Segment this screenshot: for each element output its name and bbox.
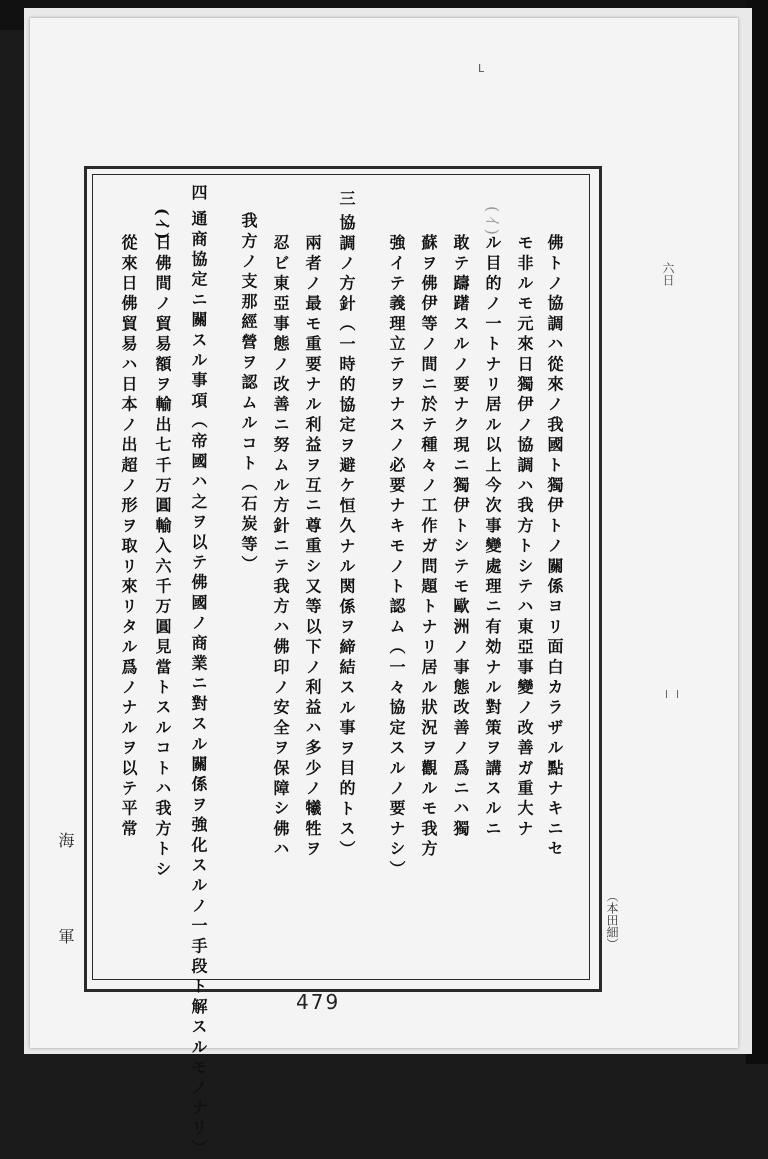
text-column: 強イテ義理立テヲナスノ必要ナキモノト認ム（一々協定スルノ要ナシ）	[387, 234, 406, 881]
top-mark: L	[478, 62, 485, 75]
text-column: 佛トノ協調ハ從來ノ我國ト獨伊トノ關係ヨリ面白カラザル點ナキニセ	[545, 234, 564, 861]
text-column: 我方ノ支那經營ヲ認ムルコト（石炭等）	[239, 212, 258, 576]
text-column: 三	[337, 190, 356, 212]
archive-note: （本田細）	[605, 890, 619, 950]
text-column: 四	[189, 184, 208, 206]
text-column: 忍ビ東亞事態ノ改善ニ努ムル方針ニテ我方ハ佛印ノ安全ヲ保障シ佛ハ	[271, 234, 290, 861]
side-label-top: 海	[56, 832, 75, 848]
margin-tick	[666, 690, 678, 698]
text-column: 兩者ノ最モ重要ナル利益ヲ互ニ尊重シ又等以下ノ利益ハ多少ノ犧牲ヲ	[303, 234, 322, 861]
text-column: (ｲ)	[483, 206, 502, 240]
side-label-bottom: 軍	[56, 928, 75, 944]
text-column: 協調ノ方針（一時的協定ヲ避ケ恒久ナル関係ヲ締結スル事ヲ目的トス）	[337, 214, 356, 861]
margin-mark: 六日	[661, 262, 675, 286]
text-column: (ｲ)	[153, 208, 172, 244]
text-column: 通商協定ニ關スル事項（帝國ハ之ヲ以テ佛國ノ商業ニ對スル關係ヲ強化スルノ一手段ト解スルモノナリ）	[189, 210, 208, 1159]
text-column: モ非ルモ元來日獨伊ノ協調ハ我方トシテハ東亞事變ノ改善ガ重大ナ	[515, 234, 534, 840]
page-number: 479	[296, 990, 341, 1014]
text-column: ル目的ノ一トナリ居ル以上今次事變處理ニ有効ナル對策ヲ講スルニ	[483, 234, 502, 840]
text-column: 從來日佛貿易ハ日本ノ出超ノ形ヲ取リ來リタル爲ノナルヲ以テ平常	[119, 234, 138, 840]
text-column: 蘇ヲ佛伊等ノ間ニ於テ種々ノ工作ガ問題トナリ居ル狀況ヲ觀ルモ我方	[419, 234, 438, 861]
text-column: 敢テ躊躇スルノ要ナク現ニ獨伊トシテモ歐洲ノ事態改善ノ爲ニハ獨	[451, 234, 470, 840]
text-column: 日佛間ノ貿易額ヲ輸出七千万圓輸入六千万圓見當トスルコトハ我方トシ	[153, 234, 172, 881]
